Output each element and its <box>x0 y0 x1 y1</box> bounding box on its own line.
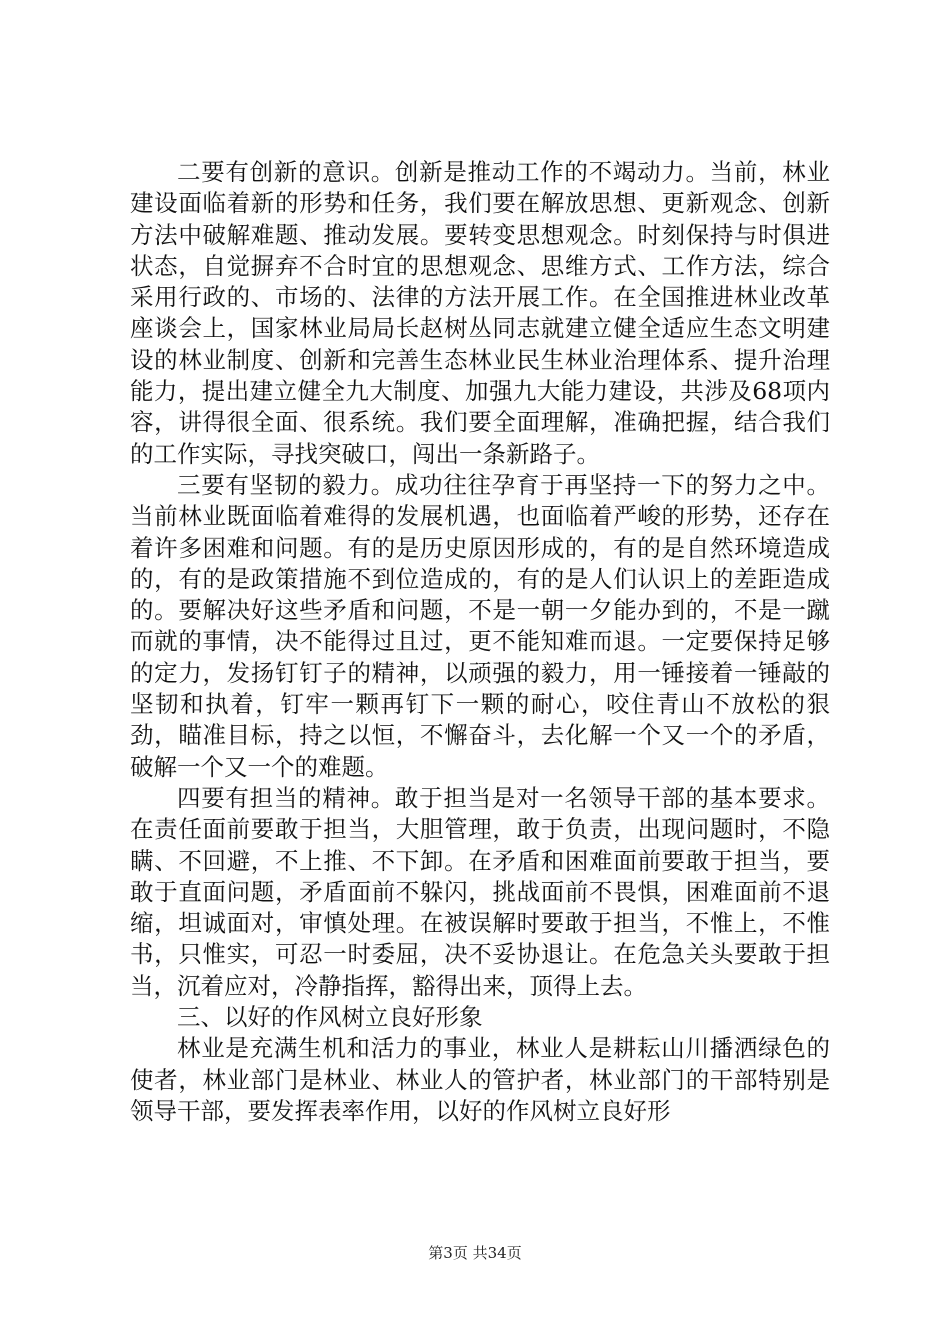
document-body <box>130 157 830 1127</box>
paragraph-forestry: 林业是充满生机和活力的事业，林业人是耕耘山川播洒绿色的使者，林业部门是林业、林业人的管护者，林业部门的干部特别是领导干部，要发挥表率作用，以好的作风树立良好形 <box>130 1034 830 1125</box>
page-number-footer: 第3页 共34页 <box>428 1244 522 1262</box>
paragraph-innovation: 二要有创新的意识。创新是推动工作的不竭动力。当前，林业建设面临着新的形势和任务，我们要在解放思想、更新观念、创新方法中破解难题、推动发展。要转变思想观念。时刻保持与时俱进状态，自觉摒弃不合时宜的思想观念、思维方式、工作方法，综合采用行政的、市场的、法律的方法开展工作。在全国推进林业改革座谈会上，国家林业局局长赵树丛同志就建立健全适应生态文明建设的林业制度、创新和完善生态林业民生林业治理体系、提升治理能力，提出建立健全九大制度、加强九大能力建设，共涉及68项内容，讲得很全面、很系统。我们要全面理解，准确把握，结合我们的工作实际，寻找突破口，闯出一条新路子。 <box>130 158 830 468</box>
paragraph-responsibility: 四要有担当的精神。敢于担当是对一名领导干部的基本要求。在责任面前要敢于担当，大胆管理，敢于负责，出现问题时，不隐瞒、不回避，不上推、不下卸。在矛盾和困难面前要敢于担当，要敢于直面问题，矛盾面前不躲闪，挑战面前不畏惧，困难面前不退缩，坦诚面对，审慎处理。在被误解时要敢于担当，不惟上，不惟书，只惟实，可忍一时委屈，决不妥协退让。在危急关头要敢于担当，沉着应对，冷静指挥，豁得出来，顶得上去。 <box>130 783 830 1000</box>
paragraph-perseverance: 三要有坚韧的毅力。成功往往孕育于再坚持一下的努力之中。当前林业既面临着难得的发展机遇，也面临着严峻的形势，还存在着许多困难和问题。有的是历史原因形成的，有的是自然环境造成的，有的是政策措施不到位造成的，有的是人们认识上的差距造成的。要解决好这些矛盾和问题，不是一朝一夕能办到的，不是一蹴而就的事情，决不能得过且过，更不能知难而退。一定要保持足够的定力，发扬钉钉子的精神，以顽强的毅力，用一锤接着一锤敲的坚韧和执着，钉牢一颗再钉下一颗的耐心，咬住青山不放松的狠劲，瞄准目标，持之以恒，不懈奋斗，去化解一个又一个的矛盾，破解一个又一个的难题。 <box>130 470 830 781</box>
section-heading: 三、以好的作风树立良好形象 <box>177 1003 483 1032</box>
